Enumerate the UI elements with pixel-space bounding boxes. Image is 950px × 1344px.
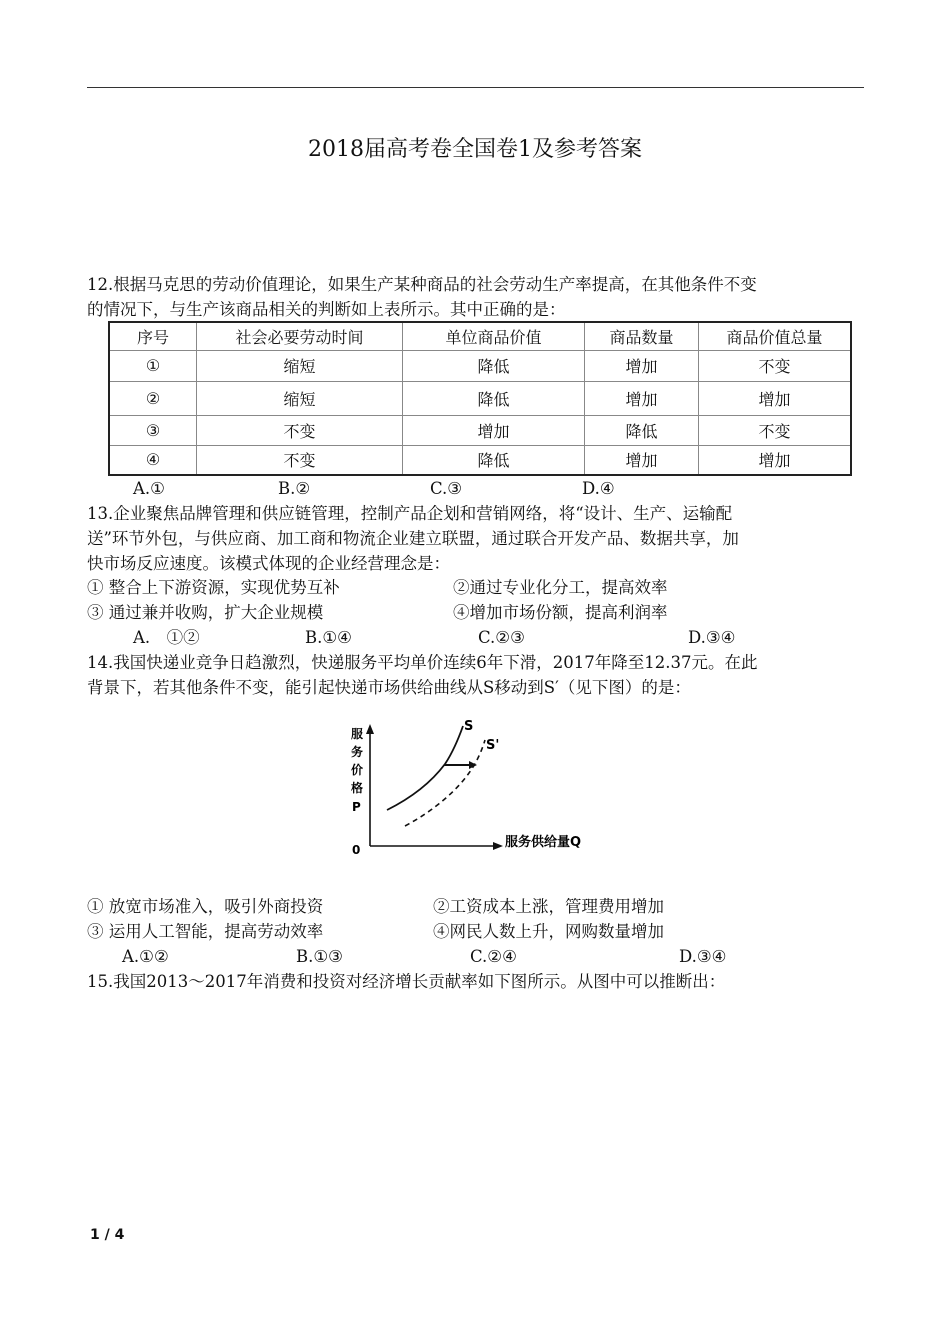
q13-stem-line3: 快市场反应速度。该模式体现的企业经营理念是： <box>87 554 450 573</box>
q14-item-3: ③ 运用人工智能，提高劳动效率 <box>87 922 324 941</box>
table-header-cell: 商品价值总量 <box>699 322 852 350</box>
supply-curve-s <box>387 726 463 810</box>
q14-stem-line1: 14.我国快递业竞争日趋激烈，快递服务平均单价连续6年下滑，2017年降至12.37元。在此 <box>87 653 758 672</box>
q12-option-a: A.① <box>133 479 165 498</box>
curve-label-s-prime: S' <box>486 738 500 753</box>
q13-option-a: A. ①② <box>133 628 200 647</box>
q12-table <box>108 321 852 476</box>
y-axis-label-char: P <box>352 800 361 814</box>
y-axis-label-char: 价 <box>351 763 364 777</box>
table-cell: 降低 <box>403 350 585 381</box>
table-cell: 增加 <box>403 415 585 445</box>
supply-curve-s-prime <box>405 740 485 826</box>
q13-stem-line2: 送”环节外包，与供应商、加工商和物流企业建立联盟，通过联合开发产品、数据共享，加 <box>87 529 739 548</box>
table-cell: 缩短 <box>197 381 403 415</box>
document-title: 2018届高考卷全国卷1及参考答案 <box>308 137 642 162</box>
q13-option-b: B.①④ <box>305 628 352 647</box>
q14-item-2: ②工资成本上涨，管理费用增加 <box>433 897 664 916</box>
q13-item-1: ① 整合上下游资源，实现优势互补 <box>87 578 340 597</box>
q13-option-c: C.②③ <box>478 628 525 647</box>
q12-option-b: B.② <box>278 479 311 498</box>
table-cell: ① <box>109 350 197 381</box>
table-cell: 不变 <box>197 445 403 475</box>
q12-option-d: D.④ <box>582 479 615 498</box>
header-rule <box>87 87 864 88</box>
q15-stem-line1: 15.我国2013～2017年消费和投资对经济增长贡献率如下图所示。从图中可以推断出： <box>87 972 726 991</box>
q14-option-b: B.①③ <box>296 947 343 966</box>
table-cell: 缩短 <box>197 350 403 381</box>
q13-item-3: ③ 通过兼并收购，扩大企业规模 <box>87 603 324 622</box>
q14-option-a: A.①② <box>122 947 169 966</box>
table-cell: 增加 <box>585 445 699 475</box>
q14-option-d: D.③④ <box>679 947 727 966</box>
table-cell: 降低 <box>585 415 699 445</box>
q14-stem-line2: 背景下，若其他条件不变，能引起快递市场供给曲线从S移动到S′（见下图）的是： <box>87 678 691 697</box>
q13-item-4: ④增加市场份额，提高利润率 <box>453 603 668 622</box>
table-cell: ④ <box>109 445 197 475</box>
x-axis-label: 服务供给量Q <box>505 835 582 850</box>
table-header-row <box>109 322 851 350</box>
y-axis-label-char: 务 <box>351 745 364 759</box>
table-cell: 降低 <box>403 381 585 415</box>
table-row <box>109 445 851 475</box>
table-cell: ③ <box>109 415 197 445</box>
table-cell: 不变 <box>699 350 852 381</box>
table-header-cell: 商品数量 <box>585 322 699 350</box>
q14-option-c: C.②④ <box>470 947 517 966</box>
table-cell: 增加 <box>585 350 699 381</box>
page-number: 1 / 4 <box>90 1227 125 1243</box>
q13-option-d: D.③④ <box>688 628 736 647</box>
table-cell: 不变 <box>699 415 852 445</box>
x-axis-arrow <box>493 842 503 850</box>
table-cell: ② <box>109 381 197 415</box>
q12-option-c: C.③ <box>430 479 463 498</box>
table-cell: 增加 <box>699 445 852 475</box>
table-header-cell: 单位商品价值 <box>403 322 585 350</box>
table-cell: 增加 <box>585 381 699 415</box>
table-header-cell: 社会必要劳动时间 <box>197 322 403 350</box>
q12-stem-line1: 12.根据马克思的劳动价值理论，如果生产某种商品的社会劳动生产率提高，在其他条件不变 <box>87 275 757 294</box>
q14-item-4: ④网民人数上升，网购数量增加 <box>433 922 664 941</box>
table-cell: 不变 <box>197 415 403 445</box>
q13-stem-line1: 13.企业聚焦品牌管理和供应链管理，控制产品企划和营销网络，将“设计、生产、运输配 <box>87 504 733 523</box>
table-cell: 降低 <box>403 445 585 475</box>
table-header-cell: 序号 <box>109 322 197 350</box>
y-axis-label-char: 格 <box>351 781 364 795</box>
y-axis-arrow <box>366 724 374 734</box>
table-cell: 增加 <box>699 381 852 415</box>
table-row <box>109 415 851 445</box>
supply-curve-figure <box>345 718 610 858</box>
curve-label-s: S <box>464 719 474 734</box>
q13-item-2: ②通过专业化分工，提高效率 <box>453 578 668 597</box>
q14-item-1: ① 放宽市场准入，吸引外商投资 <box>87 897 324 916</box>
table-row <box>109 381 851 415</box>
origin-label: 0 <box>352 843 361 857</box>
y-axis-label-char: 服 <box>351 727 364 741</box>
q12-stem-line2: 的情况下，与生产该商品相关的判断如上表所示。其中正确的是： <box>87 300 566 319</box>
table-row <box>109 350 851 381</box>
